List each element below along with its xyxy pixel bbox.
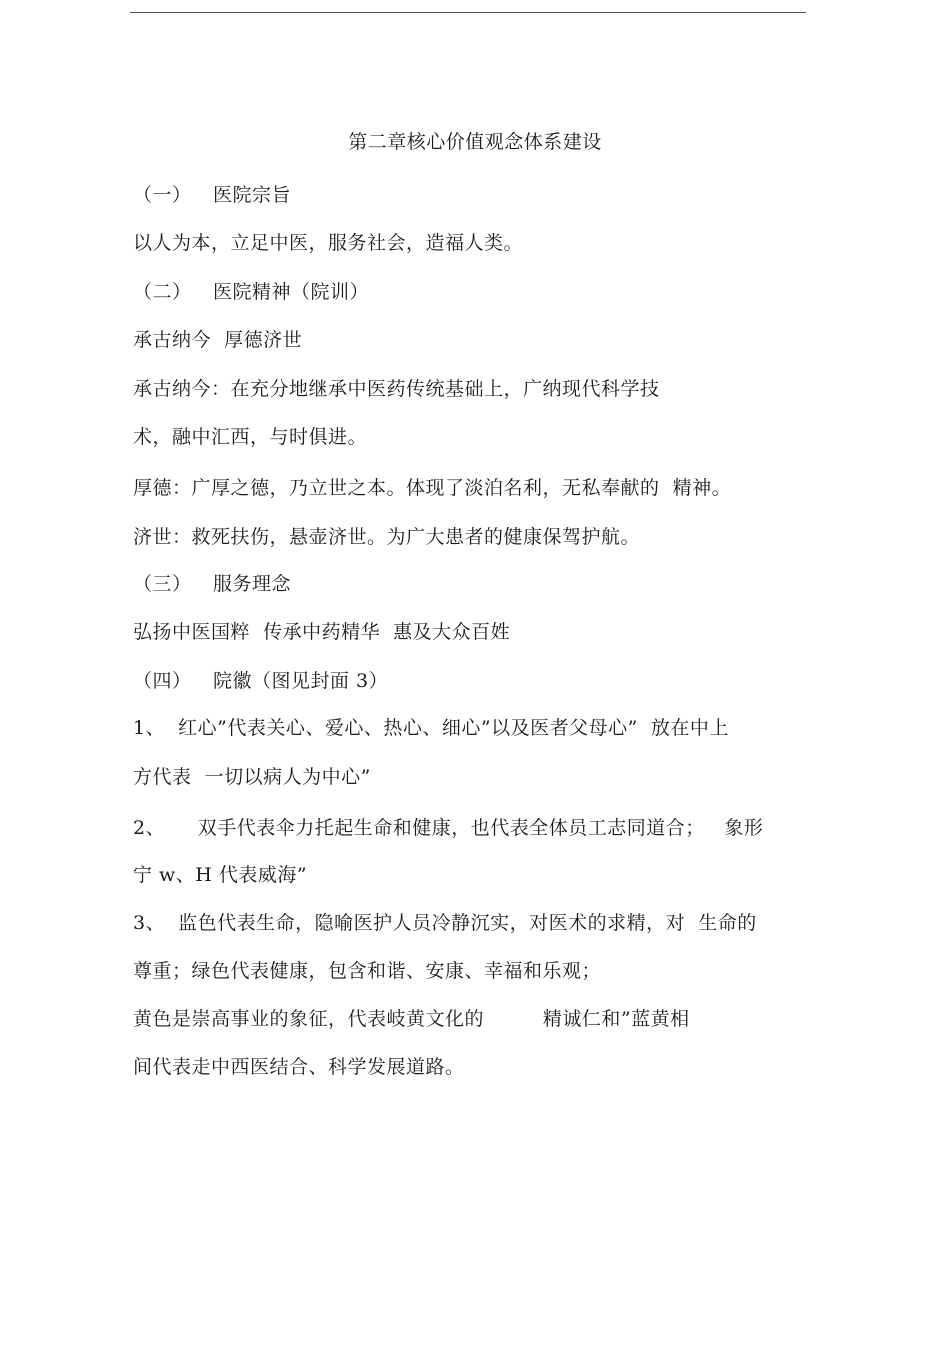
- list-item-3-line-4: 间代表走中西医结合、科学发展道路。: [133, 1056, 465, 1078]
- paragraph-service: 弘扬中医国粹 传承中药精华 惠及大众百姓: [133, 621, 511, 643]
- section-label: 医院宗旨: [213, 184, 292, 206]
- section-heading-4: [133, 669, 388, 693]
- list-item-3-line-2: 尊重；绿色代表健康，包含和谐、安康、幸福和乐观；: [133, 960, 602, 982]
- paragraph-motto: 承古纳今 厚德济世: [133, 329, 303, 351]
- paragraph-purpose: 以人为本，立足中医，服务社会，造福人类。: [133, 232, 524, 254]
- section-number: （三）: [133, 573, 192, 595]
- list-item-2-line-1: 2、 双手代表伞力托起生命和健康，也代表全体员工志同道合； 象形: [133, 817, 764, 839]
- list-item-1-line-1: 1、 红心”代表关心、爱心、热心、细心”以及医者父母心” 放在中上: [133, 717, 729, 739]
- section-label: 院徽（图见封面 3）: [213, 670, 389, 692]
- list-item-1-line-2: 方代表 一切以病人为中心”: [133, 766, 371, 788]
- section-heading-3: [133, 572, 291, 596]
- paragraph-motto-explain-1: 承古纳今：在充分地继承中医药传统基础上，广纳现代科学技: [133, 378, 660, 400]
- section-label: 服务理念: [213, 573, 292, 595]
- chapter-title: 第二章核心价值观念体系建设: [348, 131, 602, 153]
- section-label: 医院精神（院训）: [213, 281, 370, 303]
- list-item-3-line-1: 3、 监色代表生命，隐喻医护人员冷静沉实，对医术的求精，对 生命的: [133, 912, 757, 934]
- paragraph-houde: 厚德：广厚之德，乃立世之本。体现了淡泊名利，无私奉献的 精神。: [133, 477, 732, 499]
- paragraph-jishi: 济世：救死扶伤，悬壶济世。为广大患者的健康保驾护航。: [133, 526, 641, 548]
- section-number: （一）: [133, 184, 192, 206]
- list-item-3-line-3: 黄色是崇高事业的象征，代表岐黄文化的 精诚仁和”蓝黄相: [133, 1008, 690, 1030]
- paragraph-motto-explain-2: 术，融中汇西，与时俱进。: [133, 426, 368, 448]
- section-number: （四）: [133, 670, 192, 692]
- section-heading-2: [133, 280, 369, 304]
- list-item-2-line-2: 宁 w、H 代表威海”: [133, 864, 308, 886]
- section-heading-1: [133, 183, 291, 207]
- section-number: （二）: [133, 281, 192, 303]
- header-rule: [130, 12, 806, 13]
